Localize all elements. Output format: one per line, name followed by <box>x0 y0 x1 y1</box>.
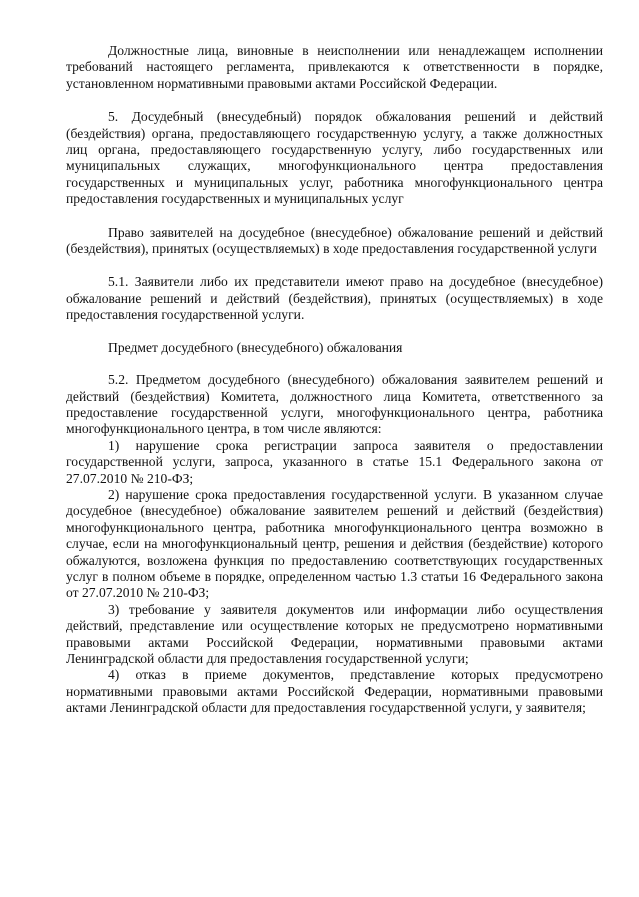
list-item-2: 2) нарушение срока предоставления государственной услуги. В указанном случае досудебное (внесудебное) обжалование заявителем решений и действий (бездействия) многофункционального центра, работника многофункционального центра возможно в случае, если на многофункциональный центр, решения и действия (бездействие) которого обжалуются, возложена функция по предоставлению соответствующих государственных услуг в полном объеме в порядке, определенном частью 1.3 статьи 16 Федерального закона от 27.07.2010 № 210-ФЗ; <box>66 486 603 601</box>
paragraph-5-2: 5.2. Предметом досудебного (внесудебного) обжалования заявителем решений и действий (бездействия) Комитета, должностного лица Комитета, ответственного за предоставление государственной услуги, многофункционального центра, работника многофункционального центра, в том числе являются: <box>66 372 603 437</box>
paragraph-liability: Должностные лица, виновные в неисполнении или ненадлежащем исполнении требований настоящего регламента, привлекаются к ответственности в порядке, установленном нормативными правовыми актами Российской Федерации. <box>66 43 603 91</box>
list-item-1: 1) нарушение срока регистрации запроса заявителя о предоставлении государственной услуги, запроса, указанного в статье 15.1 Федерального закона от 27.07.2010 № 210-ФЗ; <box>66 437 603 486</box>
section-5-heading: 5. Досудебный (внесудебный) порядок обжалования решений и действий (бездействия) органа, предоставляющего государственную услугу, а также должностных лиц органа, предоставляющего государственную услугу, либо государственных или муниципальных служащих, многофункционального центра предоставления государственных и муниципальных услуг, работника многофункционального центра предоставления государственных и муниципальных услуг <box>66 109 603 207</box>
list-item-4: 4) отказ в приеме документов, представление которых предусмотрено нормативными правовыми актами Российской Федерации, нормативными правовыми актами Ленинградской области для предоставления государственной услуги, у заявителя; <box>66 667 603 716</box>
subheading-right-to-appeal: Право заявителей на досудебное (внесудебное) обжалование решений и действий (бездействия), принятых (осуществляемых) в ходе предоставления государственной услуги <box>66 224 603 257</box>
subheading-appeal-subject: Предмет досудебного (внесудебного) обжалования <box>108 339 403 355</box>
paragraph-5-1: 5.1. Заявители либо их представители имеют право на досудебное (внесудебное) обжалование решений и действий (бездействия), принятых (осуществляемых) в ходе предоставления государственной услуги. <box>66 274 603 323</box>
list-item-3: 3) требование у заявителя документов или информации либо осуществления действий, представление или осуществление которых не предусмотрено нормативными правовыми актами Российской Федерации, нормативными правовыми актами Ленинградской области для предоставления государственной услуги; <box>66 601 603 666</box>
